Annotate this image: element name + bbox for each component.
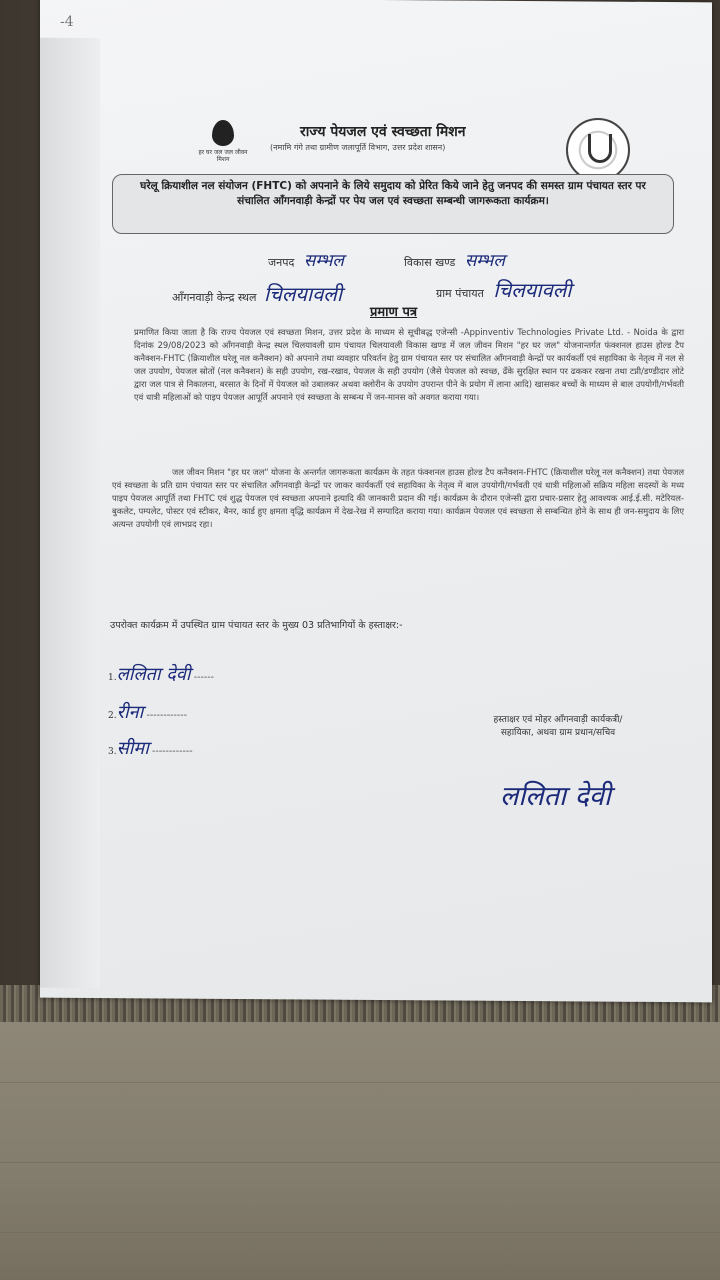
janpad-value: सम्भल [303, 251, 344, 271]
participant-1-signature: ललिता देवी [116, 664, 191, 685]
gram-panchayat-field [436, 276, 571, 303]
participant-2-signature: रीना [116, 702, 144, 723]
up-government-seal [566, 118, 630, 182]
anganwadi-label: आँगनवाड़ी केन्द्र स्थल [172, 291, 257, 304]
banner-text: घरेलू क्रियाशील नल संयोजन (FHTC) को अपनाने के लिये समुदाय को प्रेरित किये जाने हेतु जनपद की समस्त ग्राम पंचायत स्तर पर संचालित आँगनवाड़ी केन्द्रों पर पेय जल एवं स्वच्छता सम्बन्धी जागरूकता कार्यक्रम। [140, 180, 646, 207]
participant-1: 1.ललिता देवी ------ [108, 664, 214, 685]
gram-panchayat-value: चिलयावली [493, 278, 572, 302]
jal-jeevan-mission-logo [195, 120, 251, 180]
floor [0, 1022, 720, 1280]
vikas-khand-label: विकास खण्ड [404, 256, 456, 269]
participant-3-signature: सीमा [116, 738, 149, 759]
certificate-paragraph-1: प्रमाणित किया जाता है कि राज्य पेयजल एवं स्वच्छता मिशन, उत्तर प्रदेश के माध्यम से सूचीबद्ध एजेन्सी -Appinventiv Technologies Private Ltd. - Noida के द्वारा दिनांक 29/08/2023 को आँगनवाड़ी केन्द्र स्थल चिलयावली ग्राम पंचायत चिलयावली विकास खण्ड में जल जीवन मिशन "हर घर जल" योजनान्तर्गत फंक्शनल हाउस होल्ड टैप कनैक्शन-FHTC (क्रियाशील घरेलू नल कनैक्शन) को अपनाने तथा व्यवहार परिवर्तन हेतु ग्राम पंचायत स्तर पर संचालित आँगनवाड़ी केन्द्रों पर कार्यकर्ती एवं सहायिका के नेतृत्व में नल से जल उपयोग, पेयजल स्रोतों (नल कनैक्शन) के सही उपयोग, रख-रखाव, पेयजल के सही उपयोग (जैसे पेयजल को स्वच्छ, ढँके सुरक्षित स्थान पर ढककर रखना तथा टप्नी/डण्डीदार लोटे द्वारा जल पात्र से निकालना, बरसात के दिनों में पेयजल को उबालकर अथवा क्लोरीन के उपयोग उपरान्त पीने के प्रयोग में लाना आदि) खासकर बच्चों के माध्यम से बाल उपयोगी/गर्भवती एवं धात्री महिलाओं को पाइप पेयजल आपूर्ति अपनाने एवं स्वच्छता के सम्बन्ध में जन-मानस को अवगत कराया गया। [134, 327, 684, 402]
janpad-field [268, 248, 344, 271]
participants-intro: उपरोक्त कार्यक्रम में उपस्थित ग्राम पंचायत स्तर के मुख्य 03 प्रतिभागियों के हस्ताक्षर:- [110, 620, 403, 631]
signatory-caption: हस्ताक्षर एवं मोहर आँगनवाड़ी कार्यकत्री/सहायिका, अथवा ग्राम प्रधान/सचिव [493, 715, 623, 738]
certificate-title: प्रमाण पत्र [370, 305, 418, 320]
water-drop-icon [212, 120, 234, 146]
participant-2: 2.रीना ------------ [108, 702, 188, 723]
logo-caption: हर घर जल जल जीवन मिशन [198, 149, 248, 163]
corner-mark: -4 [60, 14, 74, 30]
vikas-khand-field [404, 248, 505, 271]
seal-emblem-icon [588, 134, 612, 163]
anganwadi-worker-signature: ललिता देवी [500, 781, 611, 812]
janpad-label: जनपद [268, 256, 295, 269]
paper-shadow [40, 38, 100, 988]
header-subtitle: (नमामि गंगे तथा ग्रामीण जलापूर्ति विभाग, उत्तर प्रदेश शासन) [270, 143, 446, 152]
anganwadi-field [172, 280, 342, 307]
anganwadi-value: चिलयावली [263, 282, 343, 306]
certificate-paragraph-2: जल जीवन मिशन "हर घर जल" योजना के अन्तर्गत जागरूकता कार्यक्रम के तहत फंक्शनल हाउस होल्ड टैप कनैक्शन-FHTC (क्रियाशील घरेलू नल कनैक्शन) तथा पेयजल एवं स्वच्छता के प्रति ग्राम पंचायत स्तर पर संचालित आँगनवाड़ी केन्द्रों पर जाकर कार्यकर्ती एवं सहायिका के नेतृत्व में बाल उपयोगी/गर्भवती एवं धात्री महिलाओं सक्रिय महिला सदस्यों के मध्य पाइप पेयजल आपूर्ति तथा FHTC एवं शुद्ध पेयजल एवं स्वच्छता अपनाने इत्यादि की जानकारी प्रदान की गई। कार्यक्रम के दौरान एजेन्सी द्वारा प्रचार-प्रसार हेतु आवश्यक आई.ई.सी. मटेरियल-बुकलेट, पम्पलेट, पोस्टर एवं स्टीकर, बैनर, कार्ड हुए क्षमता वृद्धि कार्यक्रम में देख-रेख में सम्पादित कराया गया। कार्यक्रम पेयजल एवं स्वच्छता से सम्बन्धित होने के साथ ही जन-समुदाय के लिए अत्यन्त उपयोगी एवं लाभप्रद रहा। [112, 467, 684, 529]
header-title: राज्य पेयजल एवं स्वच्छता मिशन [300, 124, 466, 140]
program-banner [112, 174, 674, 234]
vikas-khand-value: सम्भल [464, 251, 505, 271]
participant-3: 3.सीमा ------------ [108, 738, 193, 759]
gram-panchayat-label: ग्राम पंचायत [436, 287, 484, 300]
